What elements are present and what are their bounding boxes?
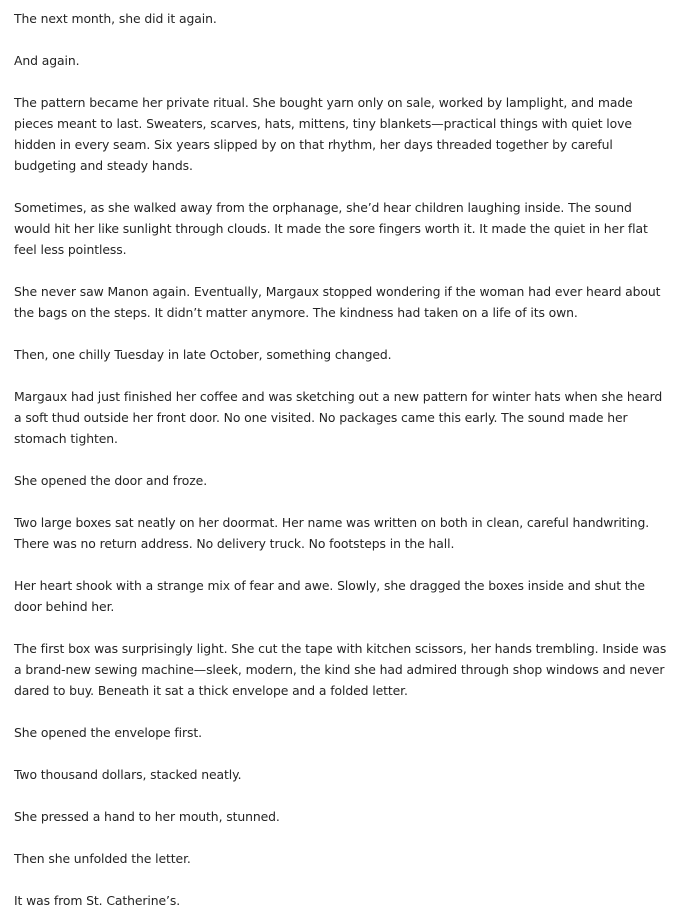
paragraph-1: The next month, she did it again.	[14, 11, 217, 26]
paragraph-5: She never saw Manon again. Eventually, Margaux stopped wondering if the woman had ever heard about the bags on the steps. It didn’t matter anymore. The kindness had taken on a life of its own.	[14, 284, 661, 320]
paragraph-16: It was from St. Catherine’s.	[14, 893, 181, 908]
paragraph-2: And again.	[14, 53, 80, 68]
paragraph-15: Then she unfolded the letter.	[14, 851, 191, 866]
paragraph-10: Her heart shook with a strange mix of fear and awe. Slowly, she dragged the boxes inside and shut the door behind her.	[14, 578, 645, 614]
paragraph-13: Two thousand dollars, stacked neatly.	[14, 767, 242, 782]
paragraph-3: The pattern became her private ritual. She bought yarn only on sale, worked by lamplight, and made pieces meant to last. Sweaters, scarves, hats, mittens, tiny blankets—practical things with quiet love hidden in every seam. Six years slipped by on that rhythm, her days threaded together by careful budgeting and steady hands.	[14, 95, 633, 173]
paragraph-12: She opened the envelope first.	[14, 725, 202, 740]
paragraph-9: Two large boxes sat neatly on her doormat. Her name was written on both in clean, careful handwriting. There was no return address. No delivery truck. No footsteps in the hall.	[14, 515, 650, 551]
paragraph-7: Margaux had just finished her coffee and was sketching out a new pattern for winter hats when she heard a soft thud outside her front door. No one visited. No packages came this early. The sound made her stomach tighten.	[14, 389, 663, 446]
paragraph-8: She opened the door and froze.	[14, 473, 208, 488]
paragraph-14: She pressed a hand to her mouth, stunned.	[14, 809, 280, 824]
paragraph-6: Then, one chilly Tuesday in late October, something changed.	[14, 347, 392, 362]
paragraph-4: Sometimes, as she walked away from the orphanage, she’d hear children laughing inside. The sound would hit her like sunlight through clouds. It made the sore fingers worth it. It made the quiet in her flat feel less pointless.	[14, 200, 648, 257]
paragraph-11: The first box was surprisingly light. She cut the tape with kitchen scissors, her hands trembling. Inside was a brand-new sewing machine—sleek, modern, the kind she had admired through shop windows and never dared to buy. Beneath it sat a thick envelope and a folded letter.	[14, 641, 667, 698]
